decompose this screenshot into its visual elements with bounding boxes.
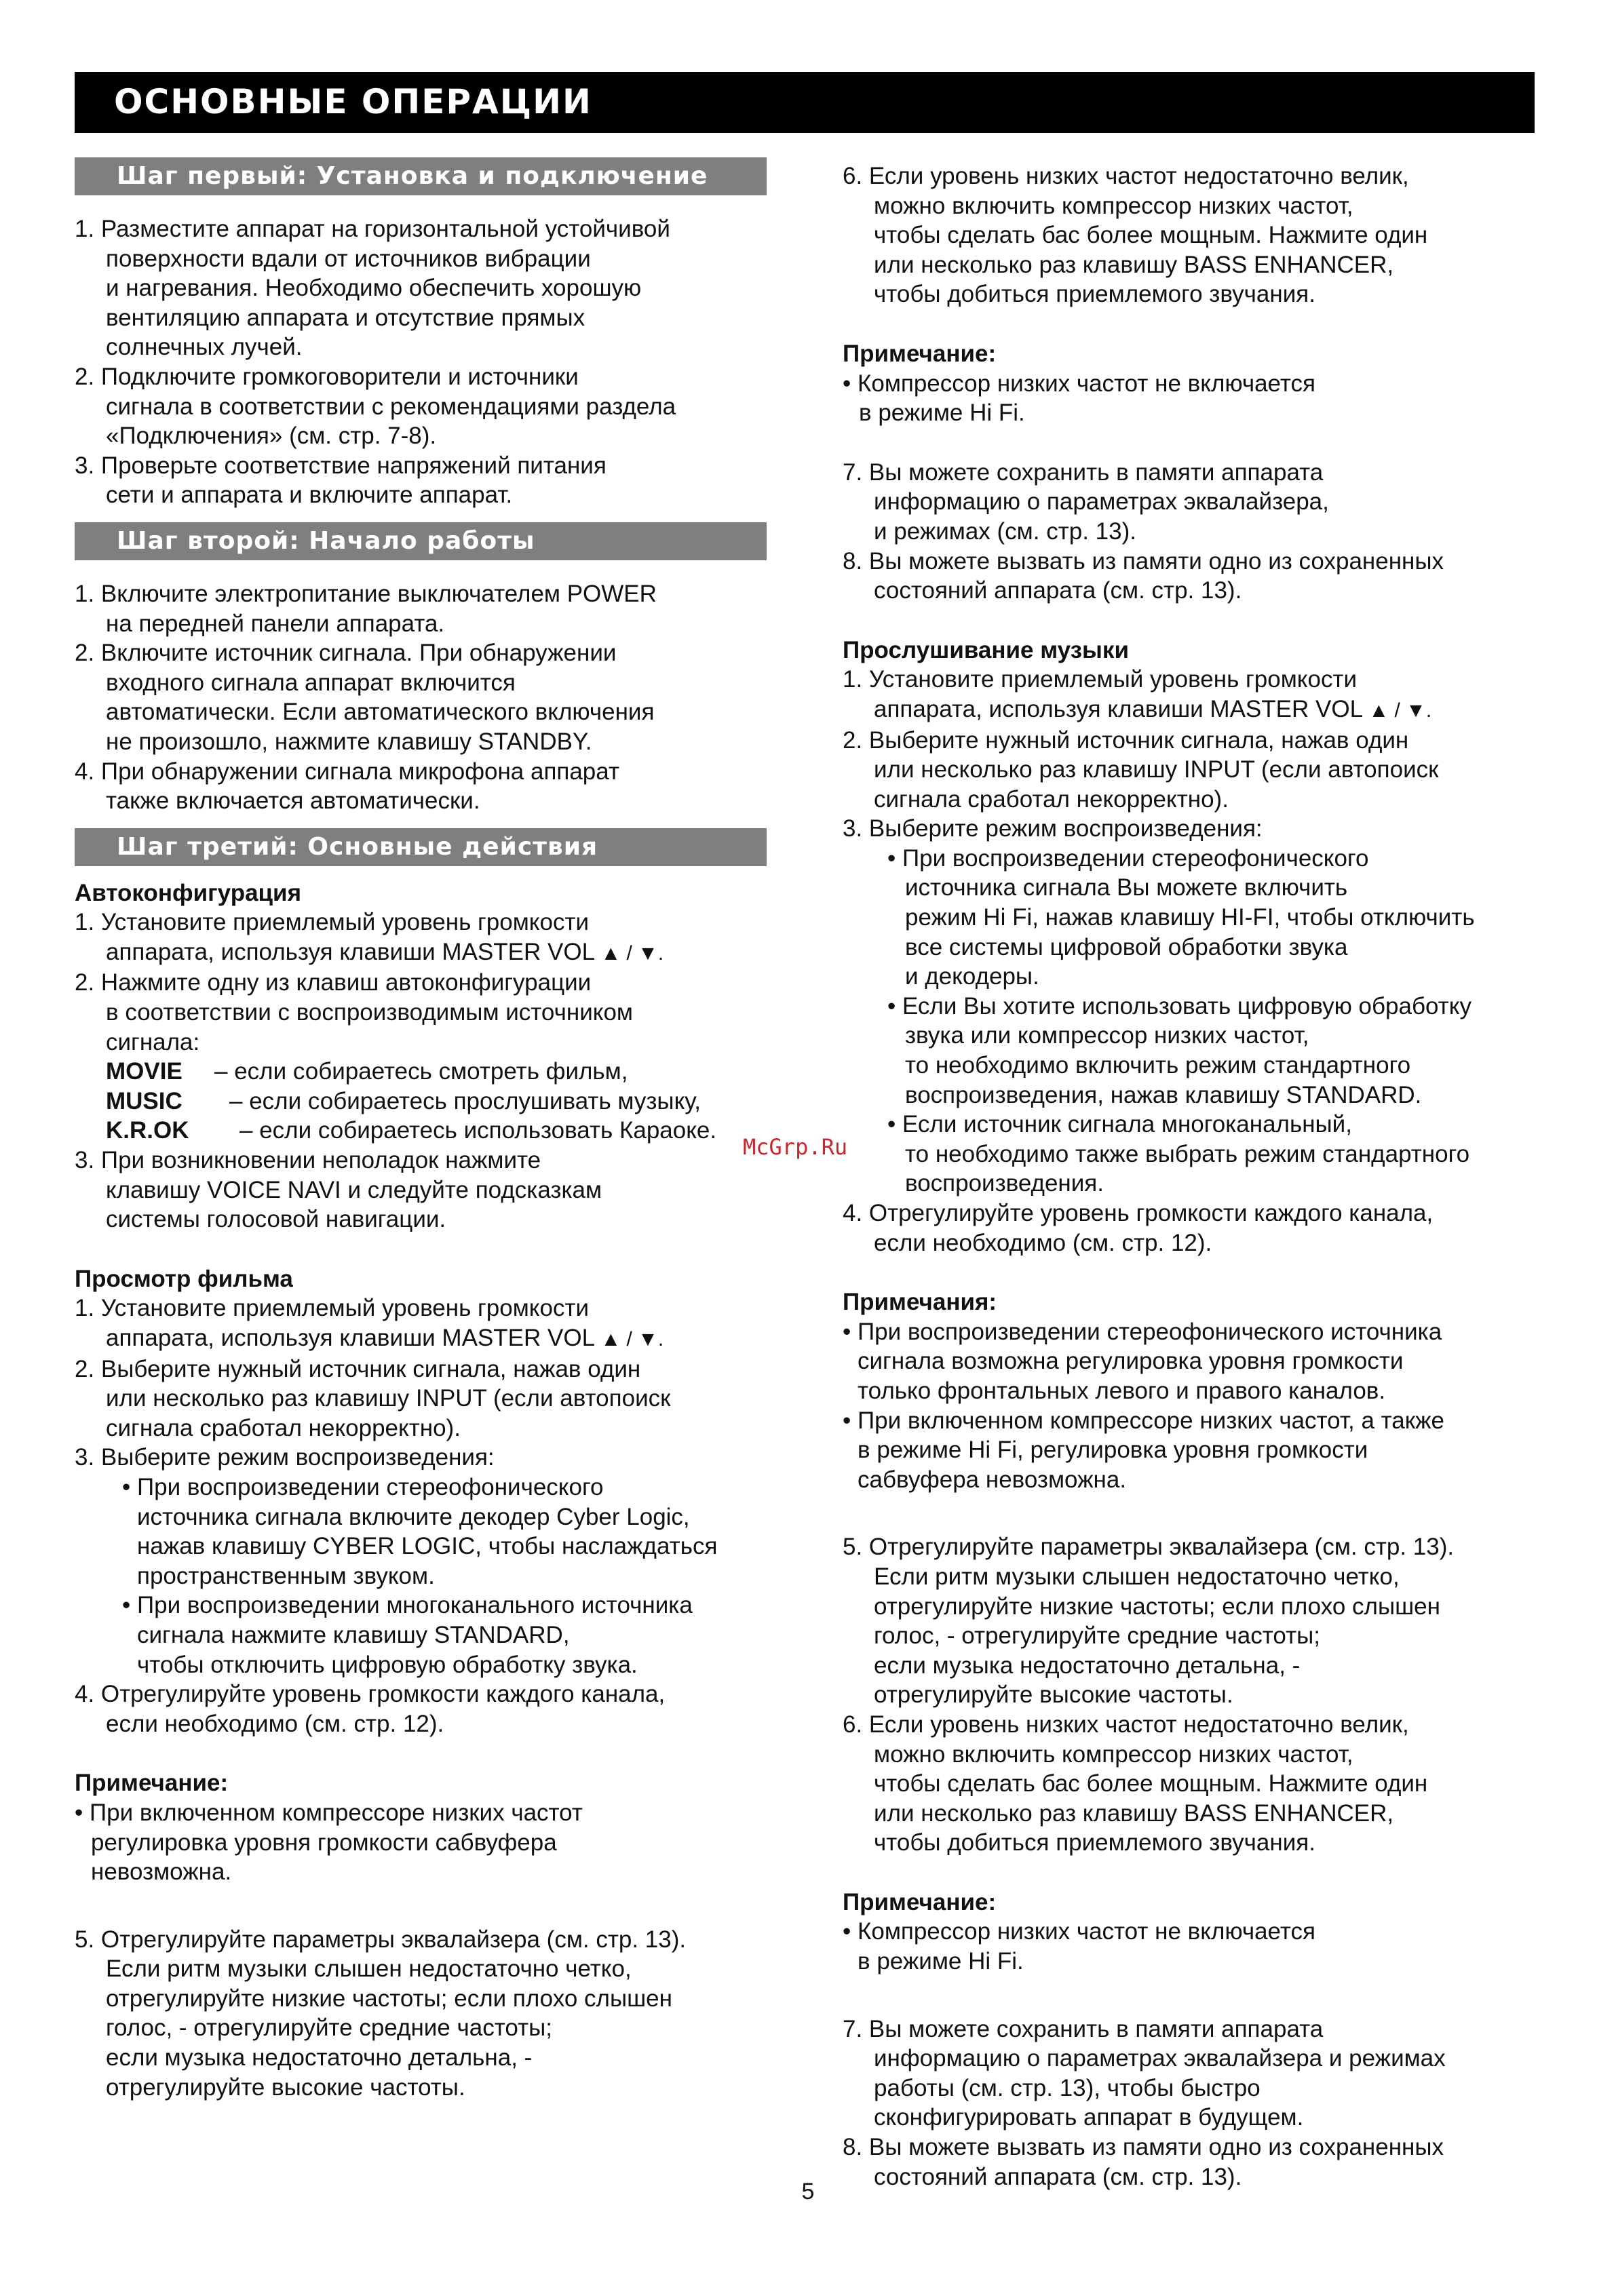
text-line: • При воспроизведении многоканального источника — [122, 1592, 693, 1619]
movie-note-title: Примечание: — [75, 1770, 229, 1797]
text-line: сигнала в соответствии с рекомендациями раздела — [106, 393, 676, 420]
text-line: состояний аппарата (см. стр. 13). — [874, 2163, 1242, 2190]
text-line: в режиме Hi Fi. — [858, 1948, 1024, 1975]
text-line: или несколько раз клавишу INPUT (если автопоиск — [106, 1385, 671, 1412]
text-line: 2. Выберите нужный источник сигнала, нажав один — [843, 726, 1409, 754]
text-line: отрегулируйте высокие частоты. — [874, 1681, 1233, 1709]
text-line: информацию о параметрах эквалайзера и режимах — [874, 2045, 1446, 2072]
movie-step5 — [75, 1925, 807, 2103]
text-line: сигнала сработал некорректно). — [874, 785, 1229, 813]
mode-row-movie: MOVIE – если собираетесь смотреть фильм, — [75, 1057, 807, 1087]
text-line: • Компрессор низких частот не включается — [843, 1918, 1315, 1945]
text-line: голос, - отрегулируйте средние частоты; — [106, 2015, 552, 2042]
text-line: также включается автоматически. — [106, 787, 480, 815]
text-line: 2. Нажмите одну из клавиш автоконфигурации — [75, 969, 592, 996]
music-steps78 — [843, 2015, 1548, 2192]
text-line: не произошло, нажмите клавишу STANDBY. — [106, 728, 592, 755]
text-line: чтобы сделать бас более мощным. Нажмите один — [874, 222, 1428, 249]
text-line: вентиляцию аппарата и отсутствие прямых — [106, 304, 585, 331]
music-list — [843, 665, 1548, 1258]
text-line: 6. Если уровень низких частот недостаточно велик, — [843, 1711, 1409, 1738]
text-line: • Если Вы хотите использовать цифровую обработку — [887, 992, 1471, 1019]
text-line: клавишу VOICE NAVI и следуйте подсказкам — [106, 1176, 602, 1203]
text-line: только фронтальных левого и правого каналов. — [858, 1377, 1386, 1404]
text-line: или несколько раз клавишу BASS ENHANCER, — [874, 251, 1394, 278]
text-line: 7. Вы можете сохранить в памяти аппарата — [843, 459, 1324, 486]
page-title: ОСНОВНЫЕ ОПЕРАЦИИ — [114, 82, 592, 121]
vol-arrows: ▲ / ▼. — [1368, 699, 1432, 722]
text-line: • При воспроизведении стереофонического — [122, 1473, 604, 1500]
movie-note — [75, 1798, 807, 1887]
text-line: невозможна. — [91, 1859, 232, 1886]
text-line: в режиме Hi Fi. — [859, 400, 1025, 427]
text-line: 3. Выберите режим воспроизведения: — [843, 815, 1263, 842]
steps78-list — [843, 458, 1548, 606]
text-line: аппарата, используя клавиши MASTER VOL ▲ / ▼. — [106, 938, 664, 965]
text-line: • При включенном компрессоре низких частот, а также — [843, 1407, 1444, 1434]
text-line: 8. Вы можете вызвать из памяти одно из сохраненных — [843, 2134, 1444, 2161]
text-line: аппарата, используя клавиши MASTER VOL ▲ / ▼. — [874, 695, 1432, 722]
text-line: автоматически. Если автоматического включения — [106, 699, 655, 726]
text-line: 2. Выберите нужный источник сигнала, нажав один — [75, 1355, 641, 1382]
text-line: работы (см. стр. 13), чтобы быстро — [874, 2074, 1261, 2101]
mode-key: MOVIE — [106, 1058, 182, 1085]
mode-key: K.R.OK — [106, 1117, 189, 1144]
text-line: 8. Вы можете вызвать из памяти одно из сохраненных — [843, 547, 1444, 575]
mode-row-music: MUSIC – если собираетесь прослушивать музыку, — [75, 1087, 807, 1116]
mode-row-karaoke: K.R.OK – если собираетесь использовать Караоке. — [75, 1116, 807, 1146]
text-line: • При воспроизведении стереофонического источника — [843, 1318, 1442, 1345]
step2-heading: Шаг второй: Начало работы — [75, 522, 767, 560]
text-line: чтобы добиться приемлемого звучания. — [874, 1829, 1315, 1856]
text-line: • При включенном компрессоре низких частот — [75, 1799, 583, 1826]
text-line: аппарата, используя клавиши MASTER VOL ▲ / ▼. — [106, 1325, 664, 1351]
movie-list — [75, 1293, 807, 1738]
text-line: • Компрессор низких частот не включается — [843, 370, 1315, 397]
text-line: 3. Выберите режим воспроизведения: — [75, 1444, 495, 1471]
text-line: Если ритм музыки слышен недостаточно четко, — [874, 1563, 1400, 1590]
text-line: 1. Установите приемлемый уровень громкости — [75, 1295, 590, 1322]
text-line: информацию о параметрах эквалайзера, — [874, 488, 1329, 515]
vol-arrows: ▲ / ▼. — [600, 941, 664, 965]
text-line: Если ритм музыки слышен недостаточно четко, — [106, 1956, 632, 1983]
text-line: или несколько раз клавишу BASS ENHANCER, — [874, 1799, 1394, 1827]
text-line: все системы цифровой обработки звука — [905, 933, 1348, 960]
music-note — [843, 1917, 1548, 1976]
music-notes-title: Примечания: — [843, 1289, 997, 1316]
text-line: входного сигнала аппарат включится — [106, 669, 516, 696]
text-line: отрегулируйте низкие частоты; если плохо слышен — [106, 1985, 672, 2012]
text-line: если необходимо (см. стр. 12). — [106, 1710, 444, 1737]
text-line: можно включить компрессор низких частот, — [874, 1740, 1353, 1768]
text-line: 1. Включите электропитание выключателем POWER — [75, 580, 657, 607]
text-line: сигнала возможна регулировка уровня громкости — [858, 1348, 1404, 1375]
text-line: сети и аппарата и включите аппарат. — [106, 482, 513, 509]
watermark: McGrp.Ru — [743, 1134, 848, 1160]
text-line: 5. Отрегулируйте параметры эквалайзера (см. стр. 13). — [843, 1534, 1455, 1561]
text-line: пространственным звуком. — [137, 1562, 435, 1589]
text-line: регулировка уровня громкости сабвуфера — [91, 1829, 557, 1856]
text-line: отрегулируйте высокие частоты. — [106, 2074, 465, 2101]
music-step5-6 — [843, 1532, 1548, 1858]
text-line: 4. При обнаружении сигнала микрофона аппарат — [75, 758, 620, 785]
page-number: 5 — [801, 2179, 815, 2204]
text-line: воспроизведения. — [905, 1170, 1104, 1197]
text-line: 4. Отрегулируйте уровень громкости каждого канала, — [75, 1681, 666, 1708]
text-line: сигнала нажмите клавишу STANDARD, — [137, 1621, 570, 1648]
text-line: можно включить компрессор низких частот, — [874, 192, 1353, 219]
text-line: в режиме Hi Fi, регулировка уровня громкости — [858, 1437, 1368, 1464]
text-line: 2. Подключите громкоговорители и источники — [75, 363, 579, 390]
music-title: Прослушивание музыки — [843, 636, 1129, 663]
text-line: поверхности вдали от источников вибрации — [106, 245, 591, 272]
text-line: 6. Если уровень низких частот недостаточно велик, — [843, 163, 1409, 189]
left-column — [75, 157, 807, 2102]
text-line: 4. Отрегулируйте уровень громкости каждого канала, — [843, 1200, 1434, 1226]
vol-arrows: ▲ / ▼. — [600, 1328, 664, 1350]
text-line: то необходимо также выбрать режим стандартного — [905, 1140, 1470, 1167]
text-line: состояний аппарата (см. стр. 13). — [874, 577, 1242, 604]
text-line: источника сигнала Вы можете включить — [905, 874, 1348, 901]
text-line: солнечных лучей. — [106, 334, 303, 361]
text-line: звука или компрессор низких частот, — [905, 1022, 1309, 1049]
text-line: или несколько раз клавишу INPUT (если автопоиск — [874, 756, 1439, 783]
step6-list — [843, 161, 1548, 309]
mode-key: MUSIC — [106, 1087, 182, 1114]
step1-list — [75, 214, 807, 510]
note — [843, 369, 1548, 428]
text-line: и нагревания. Необходимо обеспечить хорошую — [106, 275, 642, 302]
text-line: отрегулируйте низкие частоты; если плохо слышен — [874, 1593, 1440, 1620]
text-line: системы голосовой навигации. — [106, 1206, 446, 1233]
text-line: сигнала сработал некорректно). — [106, 1414, 461, 1441]
text-line: и режимах (см. стр. 13). — [874, 518, 1136, 545]
step2-list — [75, 579, 807, 816]
text-line: 3. При возникновении неполадок нажмите — [75, 1147, 541, 1174]
music-note-title: Примечание: — [843, 1888, 997, 1915]
text-line: чтобы отключить цифровую обработку звука. — [137, 1651, 638, 1678]
text-line: • Если источник сигнала многоканальный, — [887, 1111, 1352, 1138]
autoconfig-title: Автоконфигурация — [75, 879, 301, 906]
text-line: чтобы сделать бас более мощным. Нажмите один — [874, 1770, 1428, 1797]
movie-title: Просмотр фильма — [75, 1265, 293, 1292]
text-line: голос, - отрегулируйте средние частоты; — [874, 1622, 1320, 1650]
text-line: • При воспроизведении стереофонического — [887, 844, 1369, 872]
text-line: 7. Вы можете сохранить в памяти аппарата — [843, 2015, 1324, 2042]
autoconfig-list — [75, 908, 807, 1234]
text-line: чтобы добиться приемлемого звучания. — [874, 281, 1315, 308]
text-line: и декодеры. — [905, 963, 1039, 990]
text-line: источника сигнала включите декодер Cyber Logic, — [137, 1503, 690, 1530]
text-line: 3. Проверьте соответствие напряжений питания — [75, 452, 607, 479]
text-line: 1. Установите приемлемый уровень громкости — [75, 909, 590, 936]
text-line: если музыка недостаточно детальна, - — [874, 1652, 1301, 1679]
right-column — [843, 157, 1548, 2192]
text-line: на передней панели аппарата. — [106, 610, 445, 637]
text-line: сконфигурировать аппарат в будущем. — [874, 2104, 1304, 2131]
text-line: в соответствии с воспроизводимым источником — [106, 999, 633, 1026]
text-line: воспроизведения, нажав клавишу STANDARD. — [905, 1081, 1422, 1108]
text-line: то необходимо включить режим стандартного — [905, 1052, 1411, 1079]
step1-heading: Шаг первый: Установка и подключение — [75, 157, 767, 195]
text-line: нажав клавишу CYBER LOGIC, чтобы наслаждаться — [137, 1533, 718, 1560]
text-line: сигнала: — [106, 1028, 200, 1055]
text-line: если необходимо (см. стр. 12). — [874, 1229, 1212, 1256]
music-notes — [843, 1317, 1548, 1495]
text-line: «Подключения» (см. стр. 7-8). — [106, 423, 437, 450]
text-line: 5. Отрегулируйте параметры эквалайзера (см. стр. 13). — [75, 1926, 687, 1953]
text-line: 1. Установите приемлемый уровень громкости — [843, 666, 1358, 693]
text-line: 2. Включите источник сигнала. При обнаружении — [75, 640, 617, 667]
text-line: сабвуфера невозможна. — [858, 1466, 1127, 1493]
section-header-banner — [75, 72, 1535, 133]
text-line: 1. Разместите аппарат на горизонтальной устойчивой — [75, 216, 670, 242]
note-title: Примечание: — [843, 340, 997, 367]
step3-heading: Шаг третий: Основные действия — [75, 828, 767, 866]
text-line: если музыка недостаточно детальна, - — [106, 2044, 533, 2071]
text-line: режим Hi Fi, нажав клавишу HI-FI, чтобы отключить — [905, 904, 1475, 931]
